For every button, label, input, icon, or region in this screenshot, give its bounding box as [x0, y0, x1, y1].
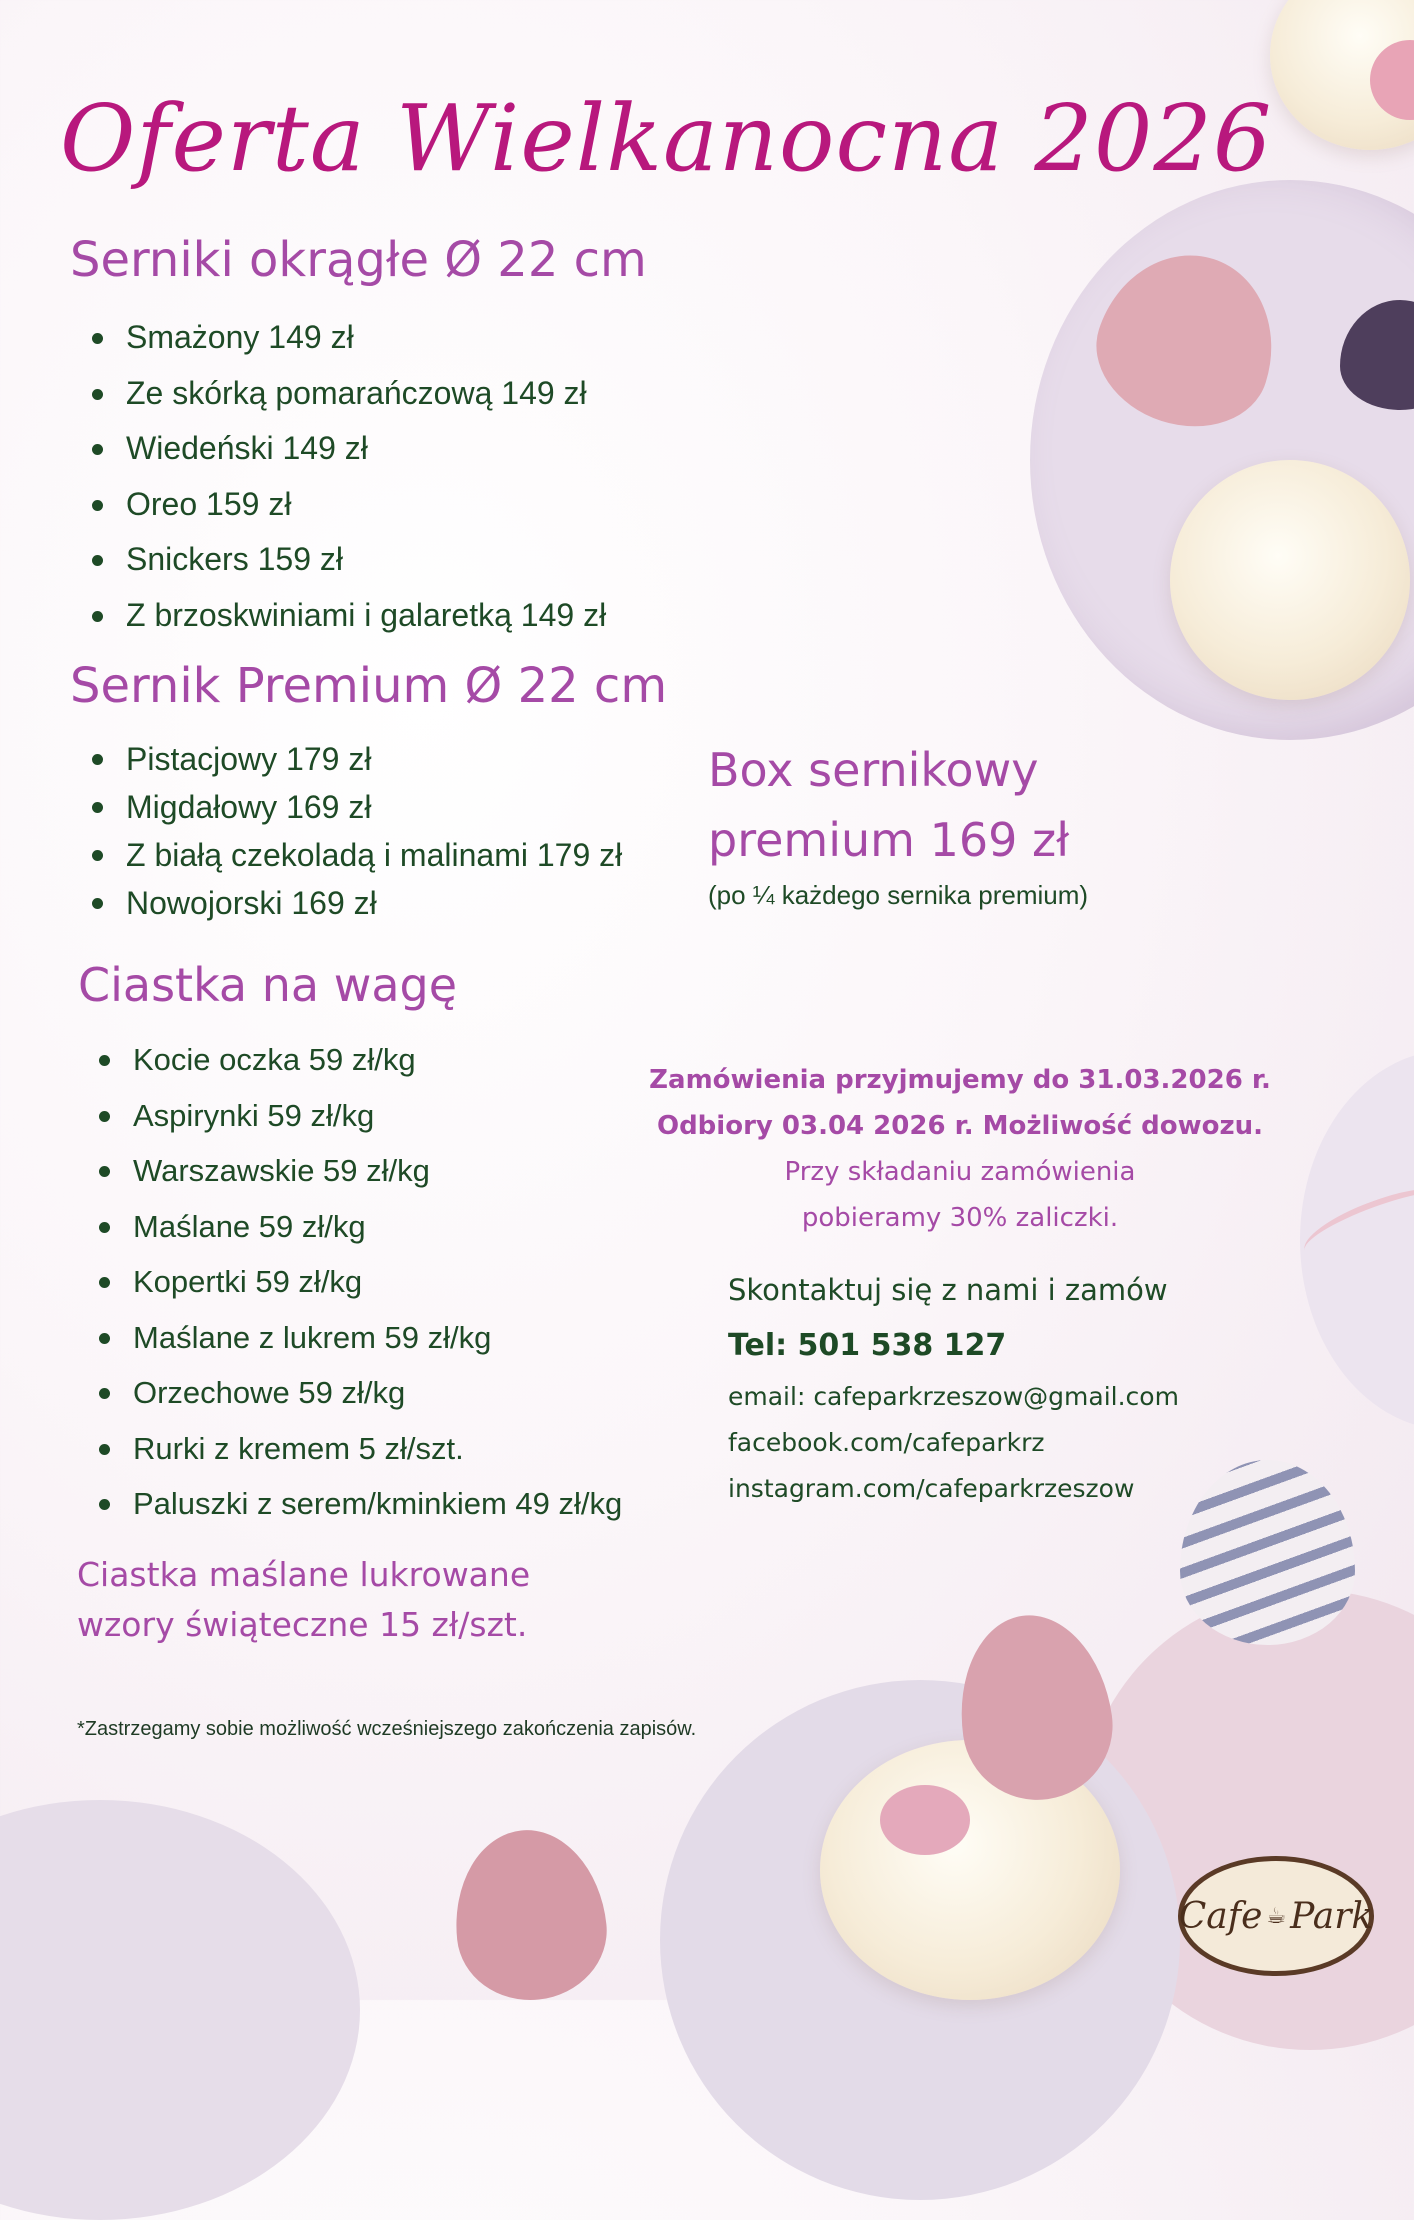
list-item: Pistacjowy 179 zł [70, 735, 622, 783]
cafe-park-logo [1178, 1856, 1374, 1976]
decor-flower-bottom [880, 1785, 970, 1855]
contact-block [728, 1262, 1179, 1512]
list-item: Nowojorski 169 zł [70, 879, 622, 927]
list-item: Maślane 59 zł/kg [77, 1199, 622, 1255]
decor-egg-striped [1180, 1460, 1355, 1645]
list-item: Aspirynki 59 zł/kg [77, 1088, 622, 1144]
list-item: Z białą czekoladą i malinami 179 zł [70, 831, 622, 879]
premium-list [70, 735, 622, 927]
decorated-cookies-offer [77, 1550, 637, 1650]
list-item: Oreo 159 zł [70, 477, 606, 533]
serniki-list [70, 310, 606, 643]
list-item: Maślane z lukrem 59 zł/kg [77, 1310, 622, 1366]
list-item: Warszawskie 59 zł/kg [77, 1143, 622, 1199]
serniki-heading: Serniki okrągłe Ø 22 cm [70, 232, 647, 288]
decor-plate-bottom-left [0, 1800, 360, 2220]
orders-pickup: Odbiory 03.04 2026 r. Możliwość dowozu. [656, 1111, 1264, 1141]
ciastka-heading: Ciastka na wagę [78, 958, 458, 1012]
contact-instagram: instagram.com/cafeparkrzeszow [728, 1474, 1135, 1503]
coffee-cup-icon: ☕ [1266, 1903, 1287, 1929]
list-item: Smażony 149 zł [70, 310, 606, 366]
list-item: Orzechowe 59 zł/kg [77, 1365, 622, 1421]
list-item: Rurki z kremem 5 zł/szt. [77, 1421, 622, 1477]
box-title [708, 735, 1168, 875]
orders-deposit-line2: pobieramy 30% zaliczki. [801, 1203, 1119, 1233]
contact-facebook: facebook.com/cafeparkrz [728, 1428, 1045, 1457]
premium-heading: Sernik Premium Ø 22 cm [70, 658, 668, 714]
list-item: Snickers 159 zł [70, 532, 606, 588]
orders-deadline: Zamówienia przyjmujemy do 31.03.2026 r. [649, 1065, 1271, 1095]
decorated-cookies-line2: wzory świąteczne 15 zł/szt. [77, 1605, 528, 1644]
ciastka-list [77, 1032, 622, 1532]
decor-egg-pink-left [447, 1823, 614, 2008]
list-item: Z brzoskwiniami i galaretką 149 zł [70, 588, 606, 644]
contact-heading: Skontaktuj się z nami i zamów [728, 1273, 1168, 1307]
list-item: Paluszki z serem/kminkiem 49 zł/kg [77, 1476, 622, 1532]
logo-word-park: Park [1290, 1895, 1374, 1937]
list-item: Kocie oczka 59 zł/kg [77, 1032, 622, 1088]
contact-phone: Tel: 501 538 127 [728, 1328, 1007, 1363]
logo-word-cafe: Cafe [1178, 1895, 1263, 1937]
contact-email: email: cafeparkrzeszow@gmail.com [728, 1382, 1179, 1411]
box-note: (po ¼ każdego sernika premium) [708, 880, 1089, 910]
box-title-line2: premium 169 zł [708, 813, 1070, 867]
list-item: Migdałowy 169 zł [70, 783, 622, 831]
orders-deposit-line1: Przy składaniu zamówienia [784, 1157, 1136, 1187]
list-item: Ze skórką pomarańczową 149 zł [70, 366, 606, 422]
page-title: Oferta Wielkanocna 2026 [60, 85, 1273, 192]
decorated-cookies-line1: Ciastka maślane lukrowane [77, 1555, 531, 1594]
decor-cupcake-middle [1170, 460, 1410, 700]
list-item: Kopertki 59 zł/kg [77, 1254, 622, 1310]
orders-info [640, 1057, 1280, 1241]
footnote: *Zastrzegamy sobie możliwość wcześniejszego zakończenia zapisów. [77, 1718, 697, 1740]
box-title-line1: Box sernikowy [708, 743, 1039, 797]
list-item: Wiedeński 149 zł [70, 421, 606, 477]
